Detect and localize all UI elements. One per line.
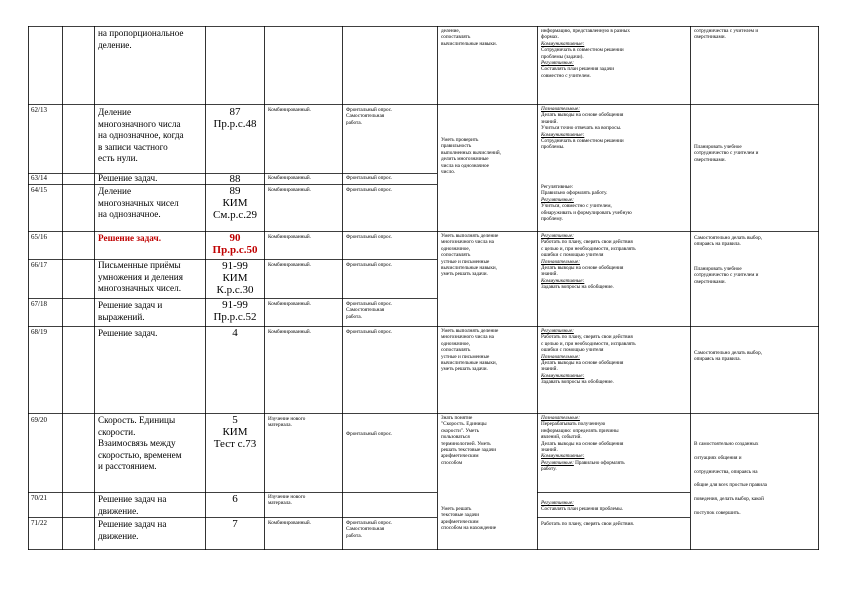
topic-line: выражений. (98, 311, 145, 322)
topic-line: Решение задач на (98, 494, 167, 504)
uud-line: с целью и, при необходимости, исправлять (541, 340, 636, 347)
uud-line: знаний. (541, 447, 558, 454)
skills-line: арифметическим (441, 453, 479, 460)
skills-line: сопоставлять (441, 252, 471, 259)
uud-cell (541, 184, 607, 197)
skills-line: многозначного числа на (441, 239, 494, 246)
reference-cell (201, 232, 269, 256)
personal-line: опираясь на правила. (694, 241, 741, 248)
uud-line: Правильно оформлять (575, 459, 625, 466)
uud-line: Задавать вопросы на обобщение. (541, 284, 614, 291)
topic-line: на пропорциональное (98, 28, 184, 38)
personal-line: сверстниками. (694, 278, 726, 285)
lesson-type: Комбинированный. (268, 187, 311, 193)
uud-heading: Коммуникативные: (541, 372, 585, 379)
skills-line: вычислительные навыки, (441, 360, 497, 367)
skills-line: текстовые задачи (441, 512, 480, 519)
uud-line: Сотрудничать в совместном решении (541, 138, 624, 145)
skills-line: Знать понятие (441, 415, 473, 421)
lesson-type: Комбинированный. (268, 301, 311, 307)
skills-cell (441, 233, 498, 278)
type-line: материала. (268, 500, 292, 507)
lesson-number: 68/19 (31, 328, 47, 336)
uud-cell (541, 28, 630, 79)
skills-line: уметь решать задачи. (441, 271, 488, 278)
skills-line: делить многозначные (441, 156, 489, 163)
personal-line: Самостоятельно делать выбор, (694, 350, 763, 356)
skills-line: Уметь выполнять деление (441, 328, 499, 334)
skills-line: правильность (441, 143, 472, 150)
uud-line: Перерабатывать полученную (541, 421, 606, 428)
form-line: Самостоятельная (346, 307, 385, 314)
uud-cell (541, 233, 636, 291)
topic-cell (98, 260, 183, 295)
uud-heading: Познавательные: (541, 353, 580, 360)
reference-cell (201, 299, 269, 323)
form-line: работа. (346, 119, 362, 126)
topic-line: Решение задач. (98, 233, 162, 243)
reference-cell (201, 173, 269, 185)
uud-line: формах. (541, 34, 559, 41)
type-line: Изучение нового (268, 416, 306, 422)
reference-cell (201, 185, 269, 221)
skills-line: выполненных вычислений, (441, 149, 501, 156)
uud-line: проблемы. (541, 144, 565, 151)
topic-line: и расстоянием. (98, 461, 157, 472)
personal-line: поступок совершить. (694, 509, 741, 516)
uud-line: информацию: определять причины (541, 427, 619, 434)
topic-line: движение. (98, 530, 139, 541)
control-form (346, 301, 392, 320)
control-form (346, 107, 392, 126)
form-line: работа. (346, 313, 362, 320)
uud-line: Работать по плану, сверять свои действия. (541, 521, 635, 527)
lesson-number: 65/16 (31, 233, 47, 241)
uud-cell (541, 328, 636, 386)
personal-cell (694, 266, 758, 285)
skills-line: многозначного числа на (441, 334, 494, 341)
personal-cell (694, 144, 758, 163)
uud-line: знаний. (541, 118, 558, 125)
skills-cell (441, 328, 498, 373)
uud-heading: Коммуникативные: (541, 131, 585, 138)
topic-line: Письменные приёмы (98, 260, 181, 270)
topic-line: многозначных чисел. (98, 283, 182, 294)
uud-heading: Регулятивные: (541, 197, 574, 203)
topic-cell (98, 233, 161, 245)
reference-cell (201, 518, 269, 530)
personal-line: опираясь на правила. (694, 356, 741, 363)
skills-line: скорости". Уметь (441, 427, 479, 434)
topic-line: на однозначное. (98, 209, 161, 220)
topic-line: есть нули. (98, 153, 138, 164)
topic-cell (98, 28, 183, 51)
uud-line: проблему. (541, 216, 564, 223)
personal-line: сверстниками. (694, 34, 726, 41)
lesson-number: 69/20 (31, 416, 47, 424)
lesson-number: 64/15 (31, 186, 47, 194)
uud-line: Работать по плану, сверять свои действия (541, 239, 633, 246)
personal-line: Планировать учебное (694, 144, 742, 150)
type-line: материала. (268, 422, 292, 429)
control-form: Фронтальный опрос. (346, 329, 393, 335)
reference-line: Пр.р.с.52 (213, 311, 257, 323)
uud-line: работу. (541, 466, 557, 473)
topic-line: в записи частного (98, 141, 168, 152)
reference-line: КИМ (222, 426, 248, 438)
reference-cell (201, 493, 269, 505)
lesson-number: 62/13 (31, 106, 47, 114)
reference-line: Тест с.73 (213, 438, 257, 450)
control-form: Фронтальный опрос. (346, 262, 393, 268)
lesson-type (268, 494, 305, 507)
skills-cell (441, 506, 496, 532)
uud-cell (541, 500, 623, 513)
uud-heading: Коммуникативные: (541, 453, 585, 460)
personal-cell (694, 350, 762, 363)
reference-line: Пр.р.с.48 (213, 118, 257, 130)
uud-heading: Познавательные: (541, 106, 580, 112)
uud-heading: Коммуникативные: (541, 277, 585, 284)
skills-line: сопоставлять (441, 34, 471, 41)
lesson-number: 71/22 (31, 519, 47, 527)
reference-cell (201, 327, 269, 339)
uud-heading: Познавательные: (541, 415, 580, 421)
personal-cell (694, 438, 767, 521)
personal-line: сверстниками. (694, 156, 726, 163)
topic-line: Решение задач и (98, 300, 163, 310)
topic-cell (98, 173, 157, 185)
uud-heading: Регулятивные: (541, 60, 574, 67)
personal-cell (694, 28, 758, 41)
control-form: Фронтальный опрос. (346, 431, 393, 437)
reference-line: 90 (229, 232, 241, 244)
skills-line: число. (441, 169, 456, 176)
uud-line: Задавать вопросы на обобщение. (541, 379, 614, 386)
lesson-type: Комбинированный. (268, 175, 311, 181)
skills-line: арифметическим (441, 518, 479, 525)
reference-cell (201, 260, 269, 296)
uud-heading: Регулятивные: (541, 459, 574, 466)
uud-line: Делать выводы на основе обобщения (541, 360, 624, 367)
skills-line: сопоставлять (441, 347, 471, 354)
skills-cell (441, 415, 496, 466)
lesson-number: 66/17 (31, 261, 47, 269)
topic-line: Решение задач на (98, 519, 167, 529)
control-form: Фронтальный опрос. (346, 187, 393, 193)
uud-heading: Регулятивные: (541, 233, 574, 239)
uud-line: Составлять план решения задачи (541, 66, 615, 73)
form-line: Самостоятельная (346, 526, 385, 533)
personal-line: сотрудничества, опираясь на (694, 468, 758, 475)
lesson-type: Комбинированный. (268, 329, 311, 335)
skills-line: устные и письменные (441, 258, 490, 265)
reference-line: К.р.с.30 (216, 284, 254, 296)
uud-line: явлений, событий. (541, 434, 582, 441)
skills-line: "Скорость. Единицы (441, 421, 487, 428)
uud-cell (541, 521, 634, 527)
personal-line: Планировать учебное (694, 266, 742, 272)
topic-line: Взаимосвязь между (98, 438, 176, 449)
personal-line: сотрудничества с учителем и (694, 28, 759, 34)
form-line: Фронтальный опрос. (346, 107, 393, 113)
topic-line: Решение задач. (98, 328, 158, 338)
reference-line: КИМ (222, 197, 248, 209)
uud-line: знаний. (541, 366, 558, 373)
uud-heading: Регулятивные: (541, 328, 574, 334)
topic-line: Деление (98, 186, 132, 196)
reference-cell (201, 106, 269, 130)
form-line: работа. (346, 532, 362, 539)
skills-line: Уметь выполнять деление (441, 233, 499, 239)
reference-line: 88 (229, 173, 241, 185)
uud-line: ошибки с помощью учителя (541, 252, 604, 259)
reference-line: 91-99 (222, 299, 248, 311)
skills-line: терминологией. Уметь (441, 440, 491, 447)
control-form: Фронтальный опрос. (346, 175, 393, 181)
reference-line: КИМ (222, 272, 248, 284)
topic-line: многозначных чисел (98, 197, 179, 208)
reference-line: См.р.с.29 (213, 209, 257, 221)
personal-cell (694, 235, 762, 248)
reference-line: 5 (232, 414, 238, 426)
skills-line: Уметь решать (441, 506, 472, 512)
skills-line: вычислительные навыки. (441, 40, 497, 47)
uud-line: знаний. (541, 271, 558, 278)
uud-line: Работать по плану, сверять свои действия (541, 334, 633, 341)
topic-line: скоростью, временем (98, 449, 182, 460)
lesson-type: Комбинированный. (268, 107, 311, 113)
control-form (346, 520, 392, 539)
personal-line: В самостоятельно созданных (694, 441, 759, 447)
skills-line: устные и письменные (441, 353, 490, 360)
uud-heading: Регулятивные: (541, 184, 574, 190)
skills-line: пользоваться (441, 434, 470, 441)
uud-heading: Регулятивные: (541, 500, 574, 506)
uud-cell (541, 106, 624, 151)
uud-line: обнаруживать и формулировать учебную (541, 209, 632, 216)
form-line: Фронтальный опрос. (346, 520, 393, 526)
lesson-type (268, 416, 305, 429)
skills-cell (441, 28, 497, 47)
reference-line: 89 (229, 185, 241, 197)
topic-line: на однозначное, когда (98, 130, 184, 141)
uud-line: Делать выводы на основе обобщения (541, 440, 624, 447)
topic-line: Деление (98, 107, 132, 117)
skills-line: однозначное, (441, 245, 471, 252)
personal-line: поведения, делать выбор, какой (694, 496, 764, 503)
uud-cell (541, 197, 632, 223)
personal-line: сотрудничество с учителем и (694, 272, 759, 279)
skills-line: способом (441, 459, 463, 466)
skills-line: вычислительные навыки, (441, 265, 497, 272)
topic-cell (98, 519, 166, 542)
personal-line: сотрудничество с учителем и (694, 150, 759, 157)
topic-cell (98, 107, 184, 165)
topic-line: умножения и деления (98, 271, 183, 282)
skills-line: способом на нахождение (441, 525, 497, 532)
uud-line: совместно с учителем. (541, 72, 591, 79)
topic-line: деление. (98, 39, 132, 50)
skills-line: числа на однозначное (441, 162, 489, 169)
uud-heading: Коммуникативные: (541, 40, 585, 47)
skills-cell (441, 137, 501, 175)
uud-line: Учиться, совместно с учителем, (541, 203, 612, 210)
reference-cell (201, 414, 269, 450)
skills-line: уметь решать задачи. (441, 366, 488, 373)
personal-line: ситуациях общения и (694, 454, 742, 461)
reference-line: 7 (232, 518, 238, 530)
reference-line: 91-99 (222, 260, 248, 272)
topic-cell (98, 415, 182, 473)
skills-line: решать текстовые задачи (441, 447, 497, 454)
reference-line: 6 (232, 493, 238, 505)
skills-line: Уметь проверить (441, 137, 479, 143)
topic-cell (98, 186, 179, 221)
skills-line: однозначное, (441, 340, 471, 347)
lesson-number: 63/14 (31, 174, 47, 182)
uud-line: Сотрудничать в совместном решении (541, 47, 624, 54)
form-line: Самостоятельная (346, 113, 385, 120)
uud-line: информацию, представленную в разных (541, 28, 630, 34)
lesson-type: Комбинированный. (268, 262, 311, 268)
uud-line: Правильно оформлять работу. (541, 190, 608, 197)
uud-line: Составлять план решения проблемы. (541, 506, 624, 513)
skills-line: деление, (441, 28, 460, 34)
personal-line: Самостоятельно делать выбор, (694, 235, 763, 241)
uud-heading: Познавательные: (541, 258, 580, 265)
topic-line: движение. (98, 505, 139, 516)
topic-line: скорости. (98, 426, 136, 437)
personal-line: общие для всех простые правила (694, 482, 767, 489)
uud-line: Делать выводы на основе обобщения (541, 265, 624, 272)
topic-cell (98, 300, 162, 323)
topic-line: многозначного числа (98, 118, 181, 129)
lesson-number: 70/21 (31, 494, 47, 502)
type-line: Изучение нового (268, 494, 306, 500)
control-form: Фронтальный опрос. (346, 234, 393, 240)
uud-line: Делать выводы на основе обобщения (541, 112, 624, 119)
uud-cell (541, 415, 625, 473)
uud-line: Учиться точно отвечать на вопросы. (541, 125, 622, 132)
form-line: Фронтальный опрос. (346, 301, 393, 307)
topic-cell (98, 328, 157, 340)
lesson-type: Комбинированный. (268, 234, 311, 240)
topic-cell (98, 494, 166, 517)
reference-line: Пр.р.с.50 (212, 244, 258, 256)
reference-line: 4 (232, 327, 238, 339)
lesson-type: Комбинированный. (268, 520, 311, 526)
topic-line: Решение задач. (98, 173, 158, 183)
uud-line: проблемы (задачи). (541, 53, 584, 60)
topic-line: Скорость. Единицы (98, 415, 176, 425)
lesson-number: 67/18 (31, 300, 47, 308)
uud-line: с целью и, при необходимости, исправлять (541, 245, 636, 252)
uud-line: ошибки с помощью учителя (541, 347, 604, 354)
reference-line: 87 (229, 106, 241, 118)
